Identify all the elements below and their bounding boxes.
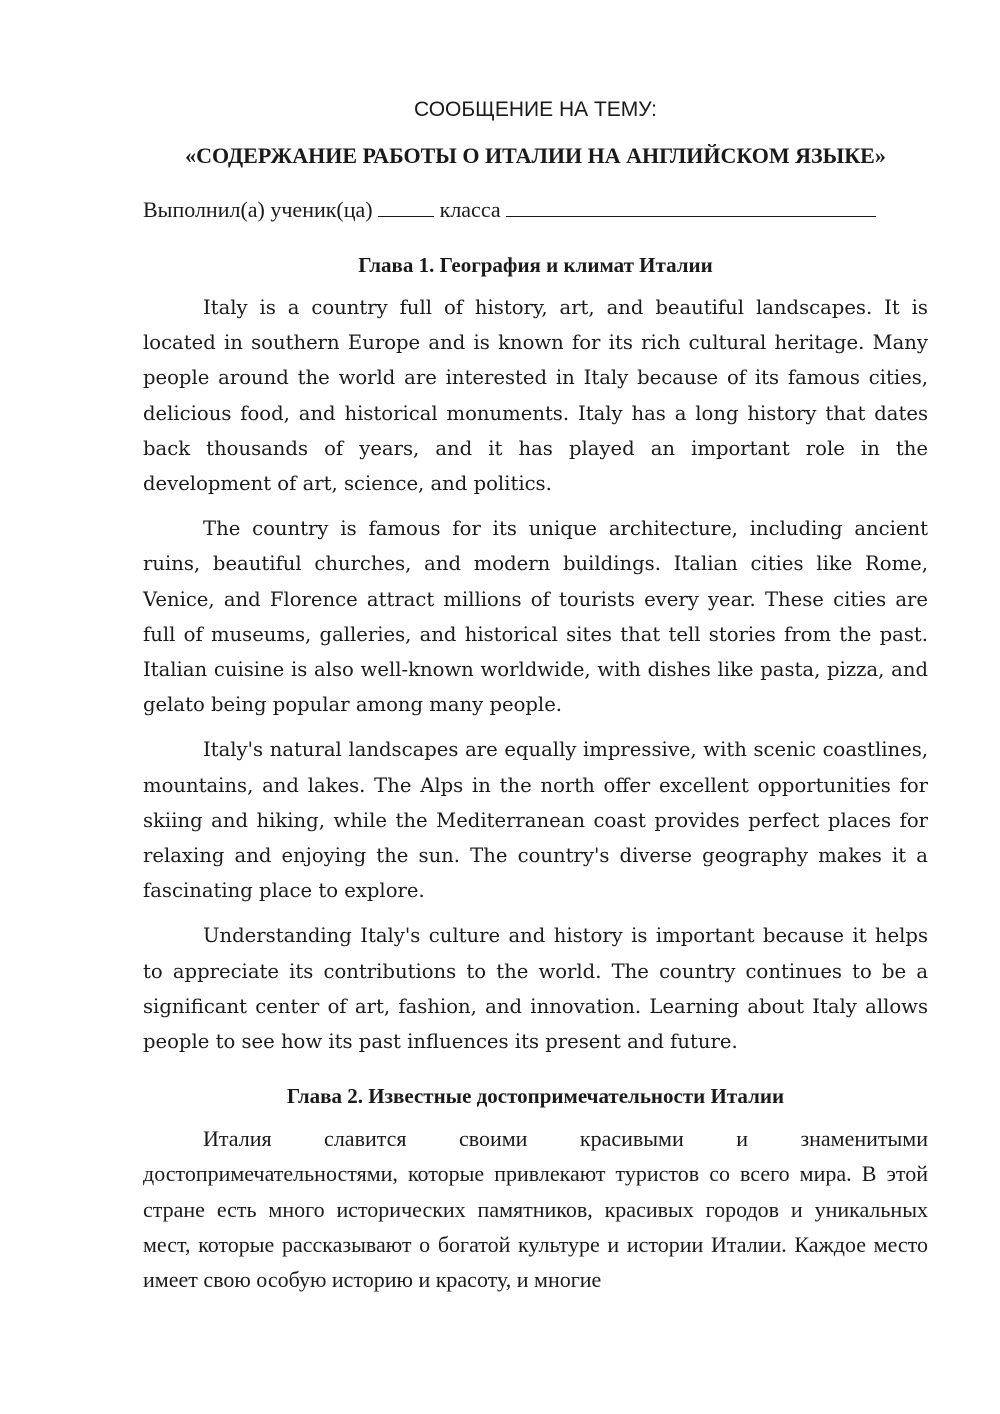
grade-blank [378,196,434,217]
chapter-1-paragraph: Italy's natural landscapes are equally impressive, with scenic coastlines, mountains, and lakes. The Alps in the north offer excellent opportunities for skiing and hiking, while the Mediterranean coast provides perfect places for relaxing and enjoying the sun. The country's diverse geography makes it a fascinating place to explore. [143,738,928,903]
signature-prefix: Выполнил(а) ученик(ца) [143,197,373,222]
document-title-topic: СООБЩЕНИЕ НА ТЕМУ: [414,98,657,121]
signature-line [143,192,928,228]
chapter-2-paragraph: Италия славится своими красивыми и знаменитыми достопримечательностями, которые привлекают туристов со всего мира. В этой стране есть много исторических памятников, красивых городов и уникальных мест, которые рассказывают о богатой культуре и истории Италии. Каждое место имеет свою особую историю и красоту, и многие [143,1126,928,1293]
document-title-subject: «СОДЕРЖАНИЕ РАБОТЫ О ИТАЛИИ НА АНГЛИЙСКОМ ЯЗЫКЕ» [185,143,886,168]
chapter-1-paragraph: The country is famous for its unique architecture, including ancient ruins, beautiful churches, and modern buildings. Italian cities like Rome, Venice, and Florence attract millions of tourists every year. These cities are full of museums, galleries, and historical sites that tell stories from the past. Italian cuisine is also well-known worldwide, with dishes like pasta, pizza, and gelato being popular among many people. [143,517,928,717]
chapter-1-heading: Глава 1. География и климат Италии [358,253,713,277]
chapter-1-paragraph: Understanding Italy's culture and history is important because it helps to appreciate its contributions to the world. The country continues to be a significant center of art, fashion, and innovation. Learning about Italy allows people to see how its past influences its present and future. [143,924,928,1054]
signature-class-label: класса [439,197,501,222]
chapter-2-heading: Глава 2. Известные достопримечательности Италии [286,1084,785,1109]
document-page [143,92,928,1307]
name-blank [506,196,876,217]
chapter-1-paragraph: Italy is a country full of history, art, and beautiful landscapes. It is located in southern Europe and is known for its rich cultural heritage. Many people around the world are interested in Italy because of its famous cities, delicious food, and historical monuments. Italy has a long history that dates back thousands of years, and it has played an important role in the development of art, science, and politics. [143,296,928,496]
